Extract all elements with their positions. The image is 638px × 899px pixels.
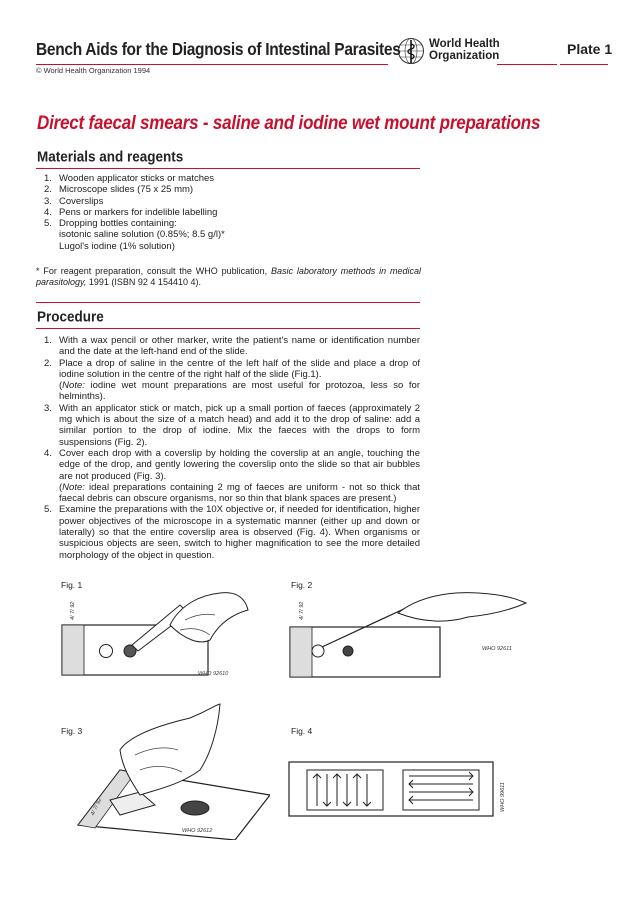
figure-3-code: WHO 92612 <box>182 828 213 834</box>
who-name-line2: Organization <box>429 50 500 62</box>
saline-drop <box>100 645 113 658</box>
materials-heading: Materials and reagents <box>37 148 184 165</box>
hand-drawing <box>398 593 526 621</box>
note-label: Note: <box>62 481 85 493</box>
step-text: With a wax pencil or other marker, write the patient's name or identification number and the date at the left-hand end of the slide. <box>59 335 420 358</box>
list-item-text: Pens or markers for indelible labelling <box>59 206 218 218</box>
step-number: 4. <box>44 447 52 459</box>
step-number: 3. <box>44 402 52 414</box>
step-text: Place a drop of saline in the centre of the left half of the slide and place a drop of iodine solution in the centre of the right half of the slide (Fig.1). <box>59 357 420 380</box>
slide-label-area <box>290 627 312 677</box>
figure-2-code: WHO 92611 <box>482 646 512 652</box>
step-text: Examine the preparations with the 10X objective or, if needed for identification, higher power objectives of the microscope in a systematic manner (either up and down or laterally) so that the entire coverslip area is observed (Fig. 4). When organisms or suspicious objects are seen, switch to higher magnification to see the more detailed morphology of the object in question. <box>59 504 420 561</box>
slide-label-area <box>62 625 84 675</box>
document-series-title: Bench Aids for the Diagnosis of Intestinal Parasites <box>36 40 401 60</box>
figure-4-label: Fig. 4 <box>291 726 313 736</box>
iodine-coverslip <box>181 801 209 815</box>
page-title: Direct faecal smears - saline and iodine wet mount preparations <box>37 112 541 134</box>
step-text: Cover each drop with a coverslip by holding the coverslip at an angle, touching the edge of the drop, and gently lowering the coverslip onto the slide so that air bubbles are not produced (Fig. 3). <box>59 447 420 482</box>
note-text: iodine wet mount preparations are most useful for protozoa, less so for helminths). <box>59 380 421 403</box>
list-item: 2. Microscope slides (75 x 25 mm) <box>44 184 194 196</box>
list-item: 1. Wooden applicator sticks or matches <box>44 173 215 184</box>
list-item: 5. Dropping bottles containing: <box>44 218 177 230</box>
note-label: Note: <box>62 380 85 392</box>
list-item: 4. Pens or markers for indelible labelling <box>44 206 218 218</box>
figure-1-code: WHO 92610 <box>198 671 229 677</box>
note-text: ideal preparations containing 2 mg of faeces are uniform - not so thick that faecal debris can obscure organisms, nor so thin that blank spaces are present.) <box>59 481 421 505</box>
figure-3-slide-date: 4/ 7/ 92 <box>90 797 104 817</box>
step-text: With an applicator stick or match, pick up a small portion of faeces (approximately 2 mg which is about the size of a match head) and add it to the drop of saline: add a similar portion to the drop of iodine. Mix the faeces with the drops to form suspensions (Fig. 2). <box>59 402 420 448</box>
procedure-steps <box>36 335 420 561</box>
materials-list <box>44 173 424 252</box>
saline-solution-item: isotonic saline solution (0.85%; 8.5 g/l)* <box>59 229 225 241</box>
plate-number: Plate 1 <box>567 41 613 57</box>
list-item: 3. Coverslips <box>44 195 104 207</box>
figure-4-illustration <box>287 760 497 820</box>
procedure-step <box>44 335 420 358</box>
footnote-publication: Basic laboratory methods in medical parasitology, <box>36 266 421 288</box>
figure-2-illustration <box>288 585 538 685</box>
reagent-footnote <box>36 266 421 289</box>
procedure-rule <box>36 328 420 329</box>
hand-drawing <box>120 704 220 795</box>
figure-2-slide-date: 4/ 7/ 92 <box>299 601 305 620</box>
list-item-text: Microscope slides (75 x 25 mm) <box>59 184 194 196</box>
procedure-step: 4. Cover each drop with a coverslip by holding the coverslip at an angle, touching the edge of the drop, and gently lowering the coverslip onto the slide so that air bubbles are not produced (Fig. 3). (Note: ideal preparations containing 2 mg of faeces are uniform - not so thick that faecal debris can obscure organisms, nor so thin that blank spaces are present.) <box>44 447 421 505</box>
who-name-line1: World Health <box>429 38 500 50</box>
procedure-step <box>44 403 420 448</box>
materials-rule <box>36 168 420 169</box>
procedure-step <box>44 504 420 560</box>
who-emblem-icon <box>397 37 425 65</box>
copyright-line: © World Health Organization 1994 <box>36 66 151 75</box>
figure-3-illustration <box>60 700 270 840</box>
footnote-suffix: 1991 (ISBN 92 4 154410 4). <box>88 277 201 288</box>
figure-3-label: Fig. 3 <box>61 726 83 736</box>
step-number: 5. <box>44 504 52 516</box>
iodine-drop <box>343 646 353 656</box>
step-number: 2. <box>44 357 52 369</box>
footnote-prefix: * For reagent preparation, consult the WHO publication, <box>36 266 268 276</box>
figure-1-label: Fig. 1 <box>61 580 83 590</box>
figure-2-label: Fig. 2 <box>291 580 313 590</box>
header-rule-mid <box>497 64 557 65</box>
list-item-text: Wooden applicator sticks or matches <box>59 173 215 184</box>
procedure-step: 2. Place a drop of saline in the centre of the left half of the slide and place a drop of iodine solution in the centre of the right half of the slide (Fig.1). (Note: iodine wet mount preparations are most useful for protozoa, less so for helminths). <box>44 357 421 403</box>
header-rule-left <box>36 64 388 65</box>
procedure-top-rule <box>36 302 420 303</box>
who-name <box>429 38 500 62</box>
list-item-text: Coverslips <box>59 195 104 207</box>
step-number: 1. <box>44 335 52 346</box>
figure-4-code: WHO 99611 <box>500 782 506 812</box>
list-item-text: Dropping bottles containing: <box>59 218 177 230</box>
header-rule-right <box>560 64 608 65</box>
figure-1-slide-date: 4/ 7/ 92 <box>70 601 76 620</box>
iodine-solution-item: Lugol's iodine (1% solution) <box>59 240 175 252</box>
procedure-heading: Procedure <box>37 308 104 325</box>
